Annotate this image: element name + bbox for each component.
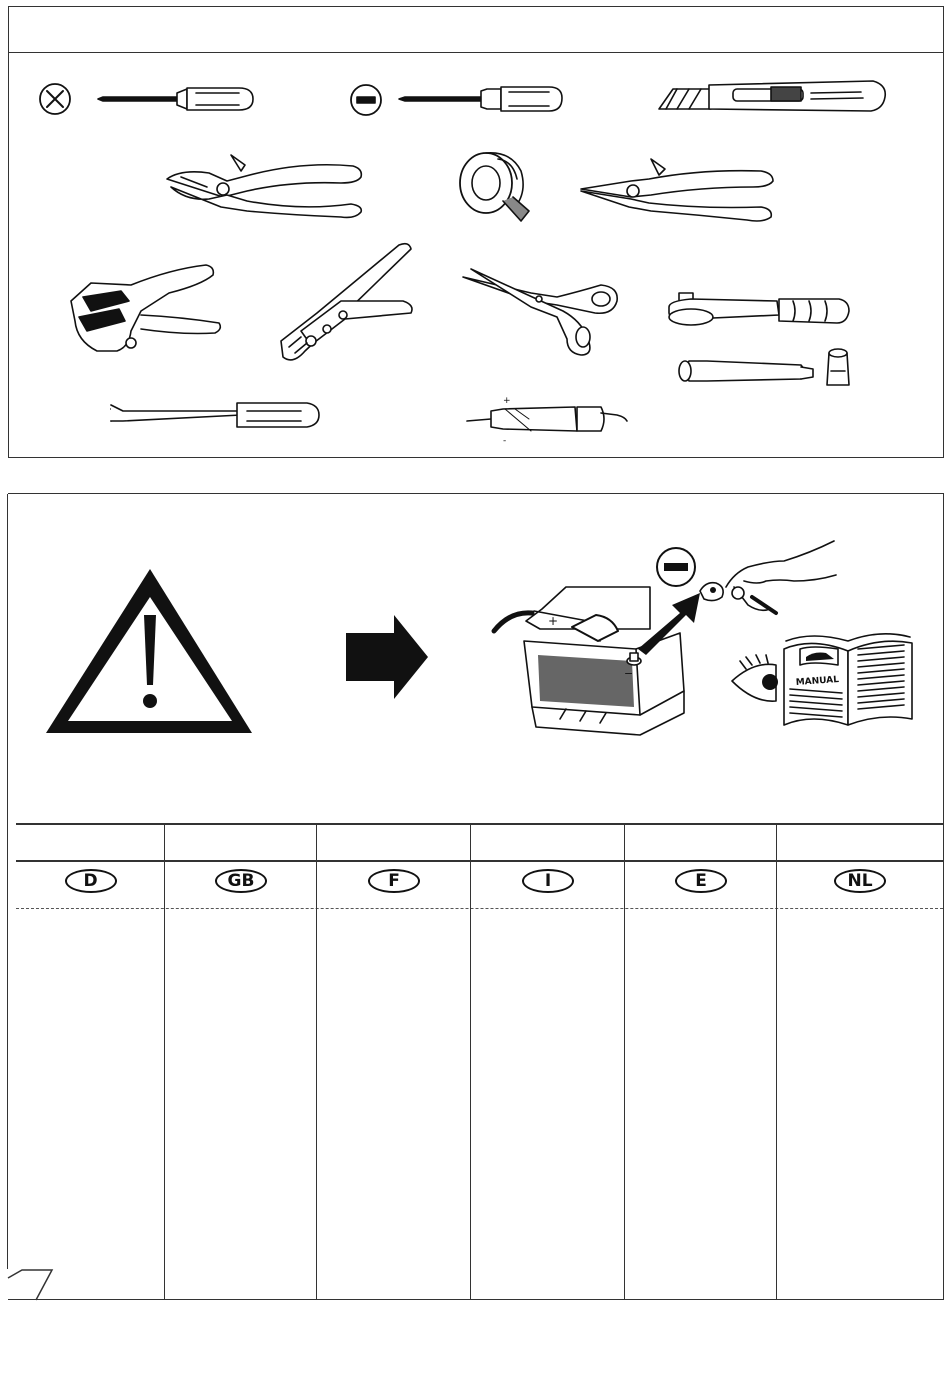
tools-illustration (9, 7, 942, 456)
language-badge-gb: GB (215, 869, 267, 893)
language-badge-nl: NL (834, 869, 886, 893)
phillips-screwdriver-icon (40, 84, 253, 114)
long-nose-pliers-icon (581, 159, 773, 221)
tools-panel (8, 6, 944, 458)
utility-knife-icon (659, 81, 885, 111)
crimping-pliers-icon (281, 244, 412, 360)
ratchet-wrench-icon (669, 293, 849, 325)
car-battery-icon (494, 587, 684, 735)
page-corner-mark (0, 1260, 60, 1302)
side-cutter-pliers-icon (167, 155, 361, 217)
test-lamp-minus-label: - (503, 436, 507, 446)
insulating-tape-icon (460, 153, 529, 221)
socket-extension-icon (679, 349, 849, 385)
language-column-gb (165, 823, 317, 1300)
language-column-f (317, 823, 471, 1300)
language-badge-d: D (65, 869, 117, 893)
language-badge-f: F (368, 869, 420, 893)
flat-screwdriver-icon (351, 85, 562, 115)
negative-terminal-icon (657, 548, 695, 586)
language-column-nl (777, 823, 943, 1300)
language-column-i (471, 823, 625, 1300)
hand-icon (700, 541, 836, 613)
wire-stripper-icon (71, 265, 220, 351)
arrow-right-icon (346, 615, 428, 699)
manual-book-icon (784, 634, 912, 725)
language-badge-e: E (675, 869, 727, 893)
language-column-d (16, 823, 165, 1300)
trim-removal-tool-icon (111, 403, 319, 427)
test-lamp-plus-label: + (503, 396, 511, 406)
warning-triangle-icon (46, 569, 252, 733)
language-table (16, 823, 943, 1300)
test-lamp-icon (467, 396, 627, 446)
manual-label: MANUAL (795, 675, 840, 688)
battery-plus-label: + (548, 614, 559, 628)
scissors-icon (463, 269, 617, 355)
battery-minus-label: − (624, 667, 634, 680)
safety-panel (8, 493, 944, 1300)
language-badge-i: I (522, 869, 574, 893)
safety-illustration (8, 494, 942, 814)
eye-icon (732, 655, 778, 701)
language-column-e (625, 823, 777, 1300)
